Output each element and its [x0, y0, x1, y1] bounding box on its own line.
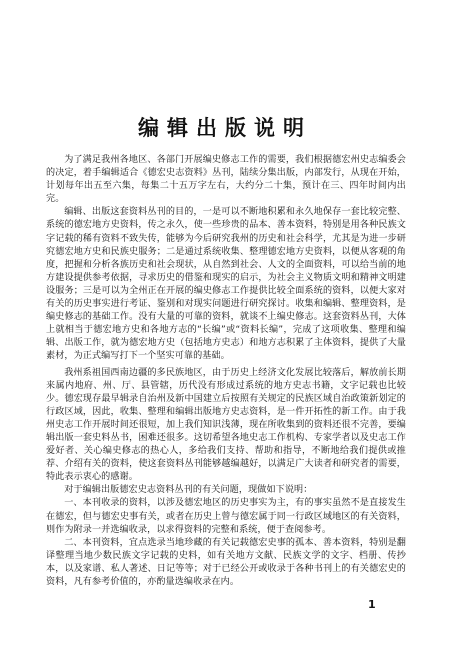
paragraph-notes-lead: 对于编辑出版德宏史志资料丛刊的有关问题，现做如下说明：: [64, 485, 313, 496]
page-title: 编辑出版说明: [138, 115, 312, 140]
paragraph-intro: 为了满足我州各地区、各部门开展编史修志工作的需要，我们根据德宏州史志编委会的决定，着手编辑适合《德宏史志资料》丛刊，陆续分集出版，内部发行，从现在开始，计划每年出五至六集，每集二十五万字左右，大约分二十集，预计在三、四年时间内出完。: [46, 155, 406, 205]
paragraph-background: 我州系祖国西南边疆的多民族地区，由于历史上经济文化发展比较落后，解放前长期来属内地府、州、厅、县管辖，历代没有形成过系统的地方史志书籍，文字记载也比较少。德宏现存最早辑录自治州及新中国建立后按照有关规定的民族区域自治政策新划定的行政区域，因此，收集、整理和编辑出版地方史志资料，是一件开拓性的新工作。由于我州史志工作开展时间还很短，加上我们知识浅薄，现在所收集到的资料还很不完善，要编辑出版一套史料丛书，困难还很多。这切希望各地史志工作机构、专家学者以及史志工作爱好者、关心编史修志的热心人，多给我们支持、帮助和指导，不断地给我们提供或推荐、介绍有关的资料，使这套资料丛刊能够越编越好，以满足广大读者和研究者的需要，特此表示衷心的感谢。: [46, 367, 406, 483]
document-body: [46, 154, 406, 589]
paragraph-note-1: 一、本刊收录的资料，以涉及德宏地区的历史事实为主，有的事实虽然不是直接发生在德宏，但与德宏史事有关，或者在历史上曾与德宏属于同一行政区域地区的有关资料，则作为附录一并选编收录，以求得资料的完整和系统，便于查阅参考。: [46, 498, 406, 535]
paragraph-note-2: 二、本刊资料，宜点选录当地珍藏的有关记载德宏史事的孤本、善本资料，特别是翻译整理当地少数民族文字记载的史料，如有关地方文献、民族文学的文字、档册、传抄本，以及家谱、私人著述、日记等等；对于已经公开或收录于各种书刊上的有关德宏史的资料，凡有参考价值的，亦酌量选编收录在内。: [46, 537, 406, 587]
paragraph-purpose: 编辑、出版这套资料丛刊的目的，一是可以不断地积累和永久地保存一套比较完整、系统的德宏地方史资料，传之永久，使一些珍贵的品本、善本资料，特别是用各种民族文字记载的稀有资料不致失传，能够为今后研究我州的历史和社会科学，尤其是为进一步研究德宏地方史和民族史服务；二是通过系统收集、整理德宏地方史资料，以便从客观的角度，把握和分析各族历史和社会现状，从自然到社会、人文的全面资料，可以给当前的地方建设提供参考依据，寻求历史的借鉴和现实的启示，为社会主义物质文明和精神文明建设服务；三是可以为全州正在开展的编史修志工作提供比较全面系统的资料，以便大家对有关的历史事实进行考证、鉴别和对现实问题进行研究探讨。收集和编辑、整理资料，是编史修志的基础工作。没有大量的可靠的资料，就谈不上编史修志。这套资料丛刊，大体上就相当于德宏地方史和各地方志的“长编”或“资料长编”，完成了这项收集、整理和编辑、出版工作，就为德宏地方史（包括地方史志）和地方志积累了主体资料，提供了大量素材，为正式编写打下一个坚实可靠的基础。: [46, 207, 406, 362]
page-number: 1: [368, 598, 376, 611]
